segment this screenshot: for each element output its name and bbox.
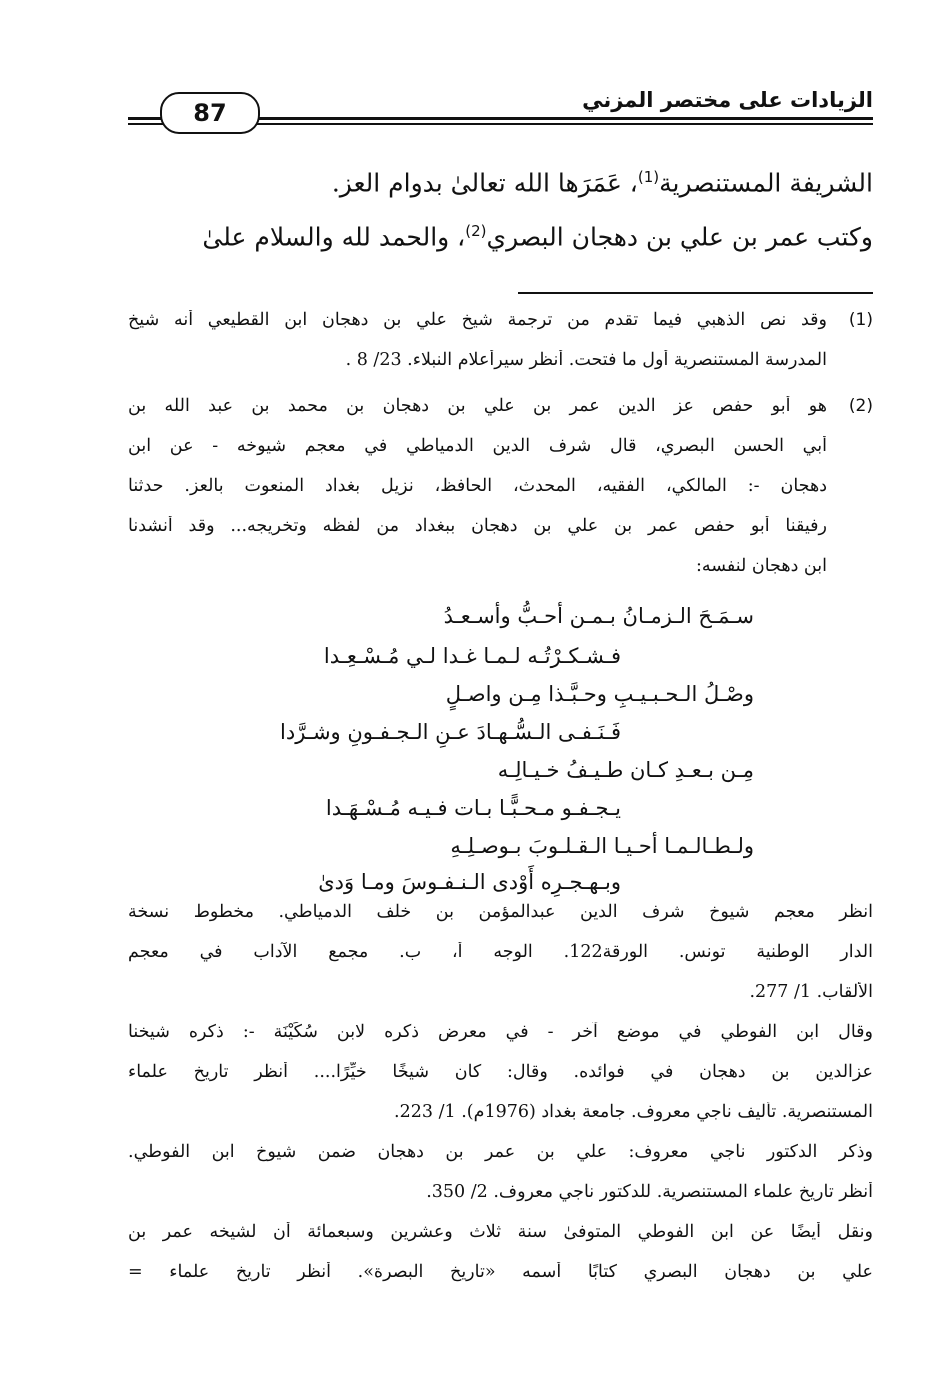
footnote-2-line [128,1102,873,1134]
poem-verse: فـشـكـرْتُـه لـمـا غـدا لـي مُـسْـعِـدا [323,644,621,668]
footnote-2-line [128,396,873,428]
main-text-segment: ، عَمَرَها الله تعالىٰ بدوام العز. [331,168,638,198]
running-title: الزيادات على مختصر المزني [582,88,873,112]
footnote-text: وقال ابن الفوطي في موضع آخر - في معرض ذكره لابن سُكَيْنَة -: ذكره شيخنا [128,1022,873,1042]
poem-verse: فَـنَـفـى الـسُّـهـادَ عـنِ الـجـفـونِ وشـرَّدا [280,720,621,744]
main-text-segment: ، والحمد لله والسلام علىٰ [202,222,466,252]
poem-verse: يـجـفـو مـحـبًّـا بـات فـيـه مُـسْـهَـدا [325,796,621,820]
footnote-text: أبي الحسن البصري، قال شرف الدين الدمياطي في معجم شيوخه - عن ابن [128,436,827,456]
footnote-2-line [128,436,873,468]
footnote-2-line [128,982,873,1014]
footnote-2-line [128,476,873,508]
footnote-2-line [128,1022,873,1054]
footnote-text: انظر معجم شيوخ شرف الدين عبدالمؤمن بن خلف الدمياطي. مخطوط نسخة [128,902,873,922]
footnote-1-line [128,350,873,382]
page-number-badge: 87 [160,92,260,134]
main-text-segment: الشريفة المستنصرية [659,168,873,198]
poem-verse: مِـن بـعـدِ كـان طـيـفُ خـيـالِـه [497,758,754,782]
poem-verse: سـمَـحَ الـزمـانُ بـمـن أحـبُّ وأسـعـدُ [443,604,754,628]
footnote-text: هو أبو حفص عز الدين عمر بن علي بن دهجان بن محمد بن عبد الله بن [128,396,827,416]
footnote-2-line [128,1182,873,1214]
footnote-ref-2: (2) [465,222,487,240]
footnote-text: ابن دهجان لنفسه: [695,556,827,576]
footnote-text: الدار الوطنية تونس. الورقة122. الوجه أ، ب. مجمع الآداب في معجم [128,942,873,962]
footnote-ref-1: (1) [637,168,660,186]
footnote-2-line [128,1222,873,1254]
footnote-2-line [128,942,873,974]
footnote-text: وقد نص الذهبي فيما تقدم من ترجمة شيخ علي بن دهجان ابن القطيعي أنه شيخ [128,310,827,330]
footnote-2-line [128,1062,873,1094]
footnote-text: ونقل أيضًا عن ابن الفوطي المتوفىٰ سنة ثلاث وعشرين وسبعمائة أن لشيخه عمر بن [128,1222,873,1242]
footnote-text: وذكر الدكتور ناجي معروف: علي بن عمر بن دهجان ضمن شيوخ ابن الفوطي. [128,1142,873,1162]
footnote-text: الألقاب. 1/ 277. [749,982,873,1002]
footnote-separator [518,292,873,294]
footnote-text: المستنصرية. تأليف ناجي معروف. جامعة بغداد (1976م). 1/ 223. [394,1102,873,1122]
main-text-line-1 [128,168,873,197]
footnote-text: دهجان -: المالكي، الفقيه، المحدث، الحافظ، نزيل بغداد المنعوت بالعز. حدثنا [128,476,827,496]
main-text-segment: وكتب عمر بن علي بن دهجان البصري [486,222,873,252]
poem-verse: وصْـلُ الـحـبـيـبِ وحـبَّـذا مِـن واصـلٍ [445,682,754,706]
footnote-2-line [128,516,873,548]
footnote-text: أنظر تاريخ علماء المستنصرية. للدكتور ناجي معروف. 2/ 350. [426,1182,873,1202]
poem-verse: ولـطـالـمـا أحـيـا الـقـلـوبَ بـوصـلِـهِ [450,834,754,858]
footnote-text: رفيقنا أبو حفص عمر بن علي بن دهجان ببغداد من لفظه وتخريجه... وقد أنشدنا [128,516,827,536]
footnote-2-line [128,556,873,588]
footnote-2-line [128,1262,873,1294]
footnote-text: المدرسة المستنصرية أول ما فتحت. أنظر سيرأعلام النبلاء. 23/ 8 . [345,350,827,370]
footnote-2-line [128,1142,873,1174]
poem-verse: وبـهـجـرِه أَوْدى الـنـفـوسَ ومـا وَدىٰ [318,870,621,894]
footnote-text: علي بن دهجان البصري كتابًا أسمه «تاريخ البصرة». أنظر تاريخ علماء = [128,1262,873,1282]
page-header [128,82,873,132]
main-text-line-2 [128,222,873,251]
footnote-1-number: (1) [848,310,873,330]
footnote-2-number: (2) [848,396,873,416]
footnote-2-line [128,902,873,934]
footnote-text: عزالدين بن دهجان في فوائده. وقال: كان شيخًا خيِّرًا.... أنظر تاريخ علماء [128,1062,873,1082]
footnote-1-line [128,310,873,342]
